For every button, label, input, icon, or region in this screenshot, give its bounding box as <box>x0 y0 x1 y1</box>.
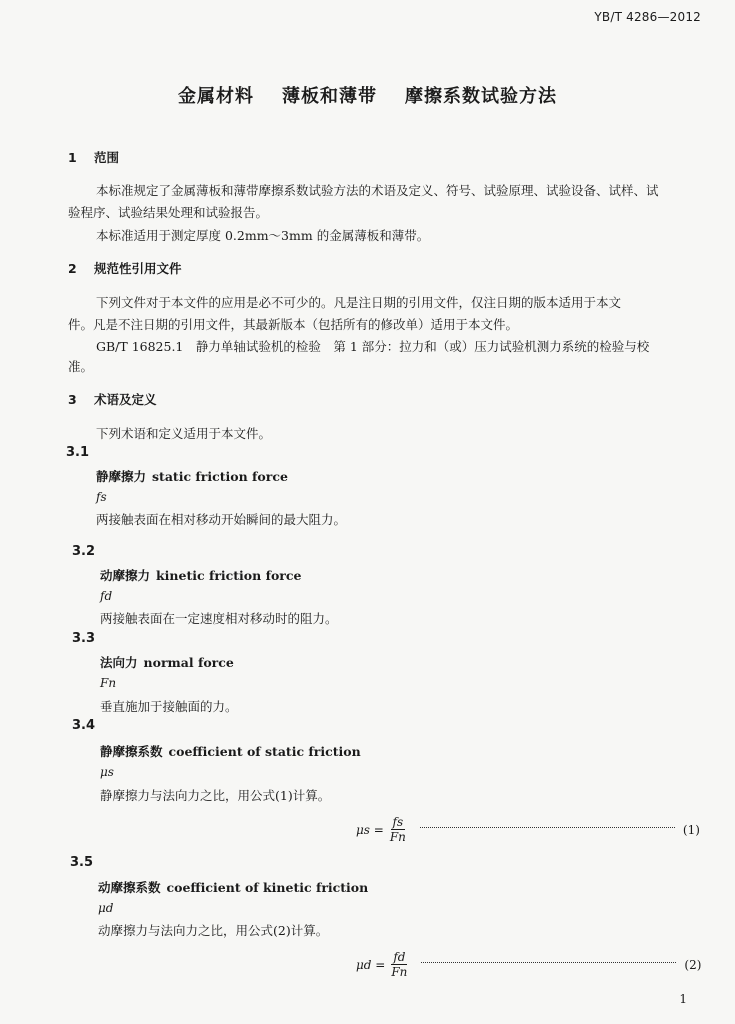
term-heading <box>100 742 361 760</box>
term-zh: 静摩擦系数 <box>100 744 163 759</box>
formula-lhs: μs = <box>356 822 384 837</box>
section-2-heading <box>68 259 182 277</box>
paragraph: 本标准适用于测定厚度 0.2mm～3mm 的金属薄板和薄带。 <box>96 228 430 243</box>
title-part-3: 摩擦系数试验方法 <box>405 86 557 107</box>
term-heading <box>96 467 288 485</box>
section-title: 范围 <box>94 150 120 165</box>
section-number: 3 <box>68 392 77 407</box>
page-number: 1 <box>679 992 687 1006</box>
fraction-numerator: fs <box>392 815 404 829</box>
section-title: 规范性引用文件 <box>94 261 182 276</box>
clause-number: 3.2 <box>72 544 96 559</box>
paragraph-continuation: 件。凡是不注日期的引用文件，其最新版本（包括所有的修改单）适用于本文件。 <box>68 317 519 332</box>
section-1-heading <box>68 148 119 166</box>
fraction-denominator: Fn <box>391 965 408 979</box>
paragraph-continuation: 验程序、试验结果处理和试验报告。 <box>68 205 269 220</box>
clause-number: 3.5 <box>70 855 94 870</box>
term-heading <box>98 878 368 896</box>
section-number: 2 <box>68 261 77 276</box>
term-zh: 动摩擦系数 <box>98 880 161 895</box>
term-definition: 两接触表面在一定速度相对移动时的阻力。 <box>100 611 338 626</box>
formula-lhs: μd = <box>356 957 386 972</box>
term-symbol: μs <box>100 765 114 779</box>
paragraph: 下列文件对于本文件的应用是必不可少的。凡是注日期的引用文件，仅注日期的版本适用于本文 <box>96 295 622 310</box>
section-title: 术语及定义 <box>94 392 157 407</box>
term-definition: 垂直施加于接触面的力。 <box>100 699 238 714</box>
paragraph: 下列术语和定义适用于本文件。 <box>96 426 272 441</box>
document-title <box>0 82 735 108</box>
term-heading <box>100 653 234 671</box>
fraction <box>388 815 408 844</box>
formula-2 <box>356 950 701 979</box>
clause-number: 3.3 <box>72 631 96 646</box>
term-definition: 动摩擦力与法向力之比，用公式(2)计算。 <box>98 923 329 938</box>
fraction-numerator: fd <box>393 950 406 964</box>
term-en: static friction force <box>152 469 288 484</box>
term-zh: 动摩擦力 <box>100 568 151 583</box>
term-en: coefficient of static friction <box>168 744 361 759</box>
term-symbol: fs <box>96 490 107 504</box>
term-en: normal force <box>143 655 234 670</box>
formula-1 <box>356 815 700 844</box>
formula-number: (2) <box>684 957 702 972</box>
paragraph: 本标准规定了金属薄板和薄带摩擦系数试验方法的术语及定义、符号、试验原理、试验设备、试样、试 <box>96 183 659 198</box>
paragraph-continuation: 准。 <box>68 359 94 374</box>
title-part-1: 金属材料 <box>178 86 254 107</box>
section-number: 1 <box>68 150 77 165</box>
leader-dots <box>420 827 675 828</box>
term-definition: 两接触表面在相对移动开始瞬间的最大阻力。 <box>96 512 347 527</box>
clause-number: 3.4 <box>72 718 96 733</box>
term-symbol: μd <box>98 901 114 915</box>
term-symbol: fd <box>100 589 113 603</box>
title-part-2: 薄板和薄带 <box>282 86 377 107</box>
section-3-heading <box>68 390 157 408</box>
term-en: kinetic friction force <box>156 568 302 583</box>
term-zh: 静摩擦力 <box>96 469 147 484</box>
clause-number: 3.1 <box>66 445 90 460</box>
formula-number: (1) <box>682 822 700 837</box>
fraction-denominator: Fn <box>389 830 406 844</box>
fraction <box>389 950 409 979</box>
leader-dots <box>421 962 676 963</box>
term-symbol: Fn <box>100 676 117 690</box>
standard-number: YB/T 4286—2012 <box>594 10 701 24</box>
term-heading <box>100 566 301 584</box>
reference-entry: GB/T 16825.1 静力单轴试验机的检验 第 1 部分：拉力和（或）压力试验机测力系统的检验与校 <box>96 339 650 354</box>
term-definition: 静摩擦力与法向力之比，用公式(1)计算。 <box>100 788 331 803</box>
term-en: coefficient of kinetic friction <box>166 880 369 895</box>
term-zh: 法向力 <box>100 655 138 670</box>
